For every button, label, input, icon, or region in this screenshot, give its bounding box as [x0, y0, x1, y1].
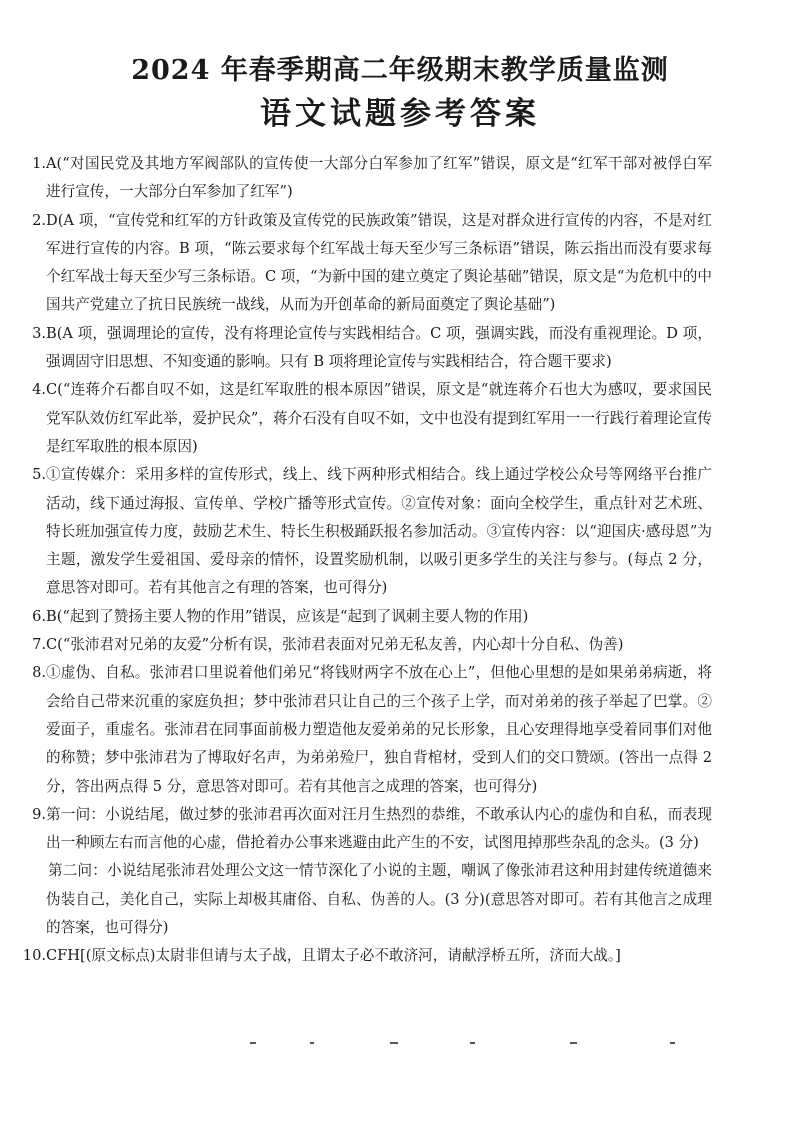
answer-item-2 — [22, 207, 712, 320]
answer-number: 8. — [32, 664, 46, 682]
answer-number: 4. — [32, 381, 46, 399]
cut-off-text-marks — [240, 1042, 700, 1048]
answer-number: 1. — [32, 155, 46, 172]
answer-key-title: 语文试题参考答案 — [260, 96, 540, 132]
answer-number: 7. — [32, 636, 46, 654]
answer-text: C(“张沛君对兄弟的友爱”分析有误，张沛君表面对兄弟无私友善，内心却十分自私、伪善) — [46, 636, 624, 654]
answer-text-part-1: 第一问：小说结尾，做过梦的张沛君再次面对汪月生热烈的恭维，不敢承认内心的虚伪和自私，而表现出一种顾左右而言他的心虚，借抢着办公事来逃避由此产生的不安，试图甩掉那些杂乱的念头。(3 分) — [46, 805, 712, 852]
answer-number: 10. — [22, 947, 46, 965]
answer-text: ①宣传媒介：采用多样的宣传形式，线上、线下两种形式相结合。线上通过学校公众号等网络平台推广活动，线下通过海报、宣传单、学校广播等形式宣传。②宣传对象：面向全校学生，重点针对艺术班、特长班加强宣传力度，鼓励艺术生、特长生积极踊跃报名参加活动。③宣传内容：以“迎国庆·感母恩”为主题，激发学生爱祖国、爱母亲的情怀，设置奖励机制，以吸引更多学生的关注与参与。(每点 2 分，意思答对即可。若有其他言之有理的答案，也可得分) — [46, 466, 712, 597]
answer-number: 2. — [32, 211, 46, 229]
answer-item-9 — [22, 801, 712, 942]
answer-item-4 — [22, 376, 712, 461]
answer-number: 5. — [32, 466, 46, 484]
answer-item-3 — [22, 320, 712, 377]
answer-number: 9. — [32, 805, 46, 823]
answer-text: B(A 项，强调理论的宣传，没有将理论宣传与实践相结合。C 项，强调实践，而没有重视理论。D 项，强调固守旧思想、不知变通的影响。只有 B 项将理论宣传与实践相结合，符合题干要求) — [46, 324, 712, 371]
answer-item-8 — [22, 659, 712, 800]
answer-text: A(“对国民党及其地方军阀部队的宣传使一大部分白军参加了红军”错误，原文是“红军干部对被俘白军进行宣传，一大部分白军参加了红军”) — [46, 155, 712, 201]
answer-item-5 — [22, 461, 712, 602]
answer-text: D(A 项，“宣传党和红军的方针政策及宣传党的民族政策”错误，这是对群众进行宣传的内容，不是对红军进行宣传的内容。B 项，“陈云要求每个红军战士每天至少写三条标语”错误，陈云指出而没有要求每个红军战士每天至少写三条标语。C 项，“为新中国的建立奠定了舆论基础”错误，原文是“为危机中的中国共产党建立了抗日民族统一战线，从而为开创革命的新局面奠定了舆论基础”) — [46, 211, 712, 314]
answer-item-10 — [22, 942, 712, 970]
answer-text: B(“起到了赞扬主要人物的作用”错误，应该是“起到了讽刺主要人物的作用) — [46, 607, 529, 625]
answer-number: 3. — [32, 324, 46, 342]
answer-text: C(“连蒋介石都自叹不如，这是红军取胜的根本原因”错误，原文是“就连蒋介石也大为感叹，要求国民党军队效仿红军此举，爱护民众”，蒋介石没有自叹不如，文中也没有提到红军用一一行践行着理论宣传是红军取胜的根本原因) — [46, 381, 712, 455]
answer-item-1 — [22, 150, 712, 207]
answer-item-7 — [22, 631, 712, 659]
answer-number: 6. — [32, 607, 46, 625]
answer-text: CFH[(原文标点)太尉非但请与太子战，且谓太子必不敢济河，请献浮桥五所，济而大战。] — [46, 947, 621, 965]
answer-item-6 — [22, 603, 712, 631]
answer-text-part-2: 第二问：小说结尾张沛君处理公文这一情节深化了小说的主题，嘲讽了像张沛君这种用封建传统道德来伪装自己，美化自己，实际上却极其庸俗、自私、伪善的人。(3 分)(意思答对即可。若有其他言之成理的答案，也可得分) — [46, 862, 712, 937]
answer-list — [22, 150, 712, 971]
answer-text: ①虚伪、自私。张沛君口里说着他们弟兄“将钱财两字不放在心上”，但他心里想的是如果弟弟病逝，将会给自己带来沉重的家庭负担；梦中张沛君只让自己的三个孩子上学，而对弟弟的孩子举起了巴掌。②爱面子，重虚名。张沛君在同事面前极力塑造他友爱弟弟的兄长形象，且心安理得地享受着同事们对他的称赞；梦中张沛君为了博取好名声，为弟弟殓尸，独自背棺材，受到人们的交口赞颂。(答出一点得 2 分，答出两点得 5 分，意思答对即可。若有其他言之成理的答案，也可得分) — [46, 664, 712, 795]
exam-title: 2024 年春季期高二年级期末教学质量监测 — [131, 55, 669, 86]
